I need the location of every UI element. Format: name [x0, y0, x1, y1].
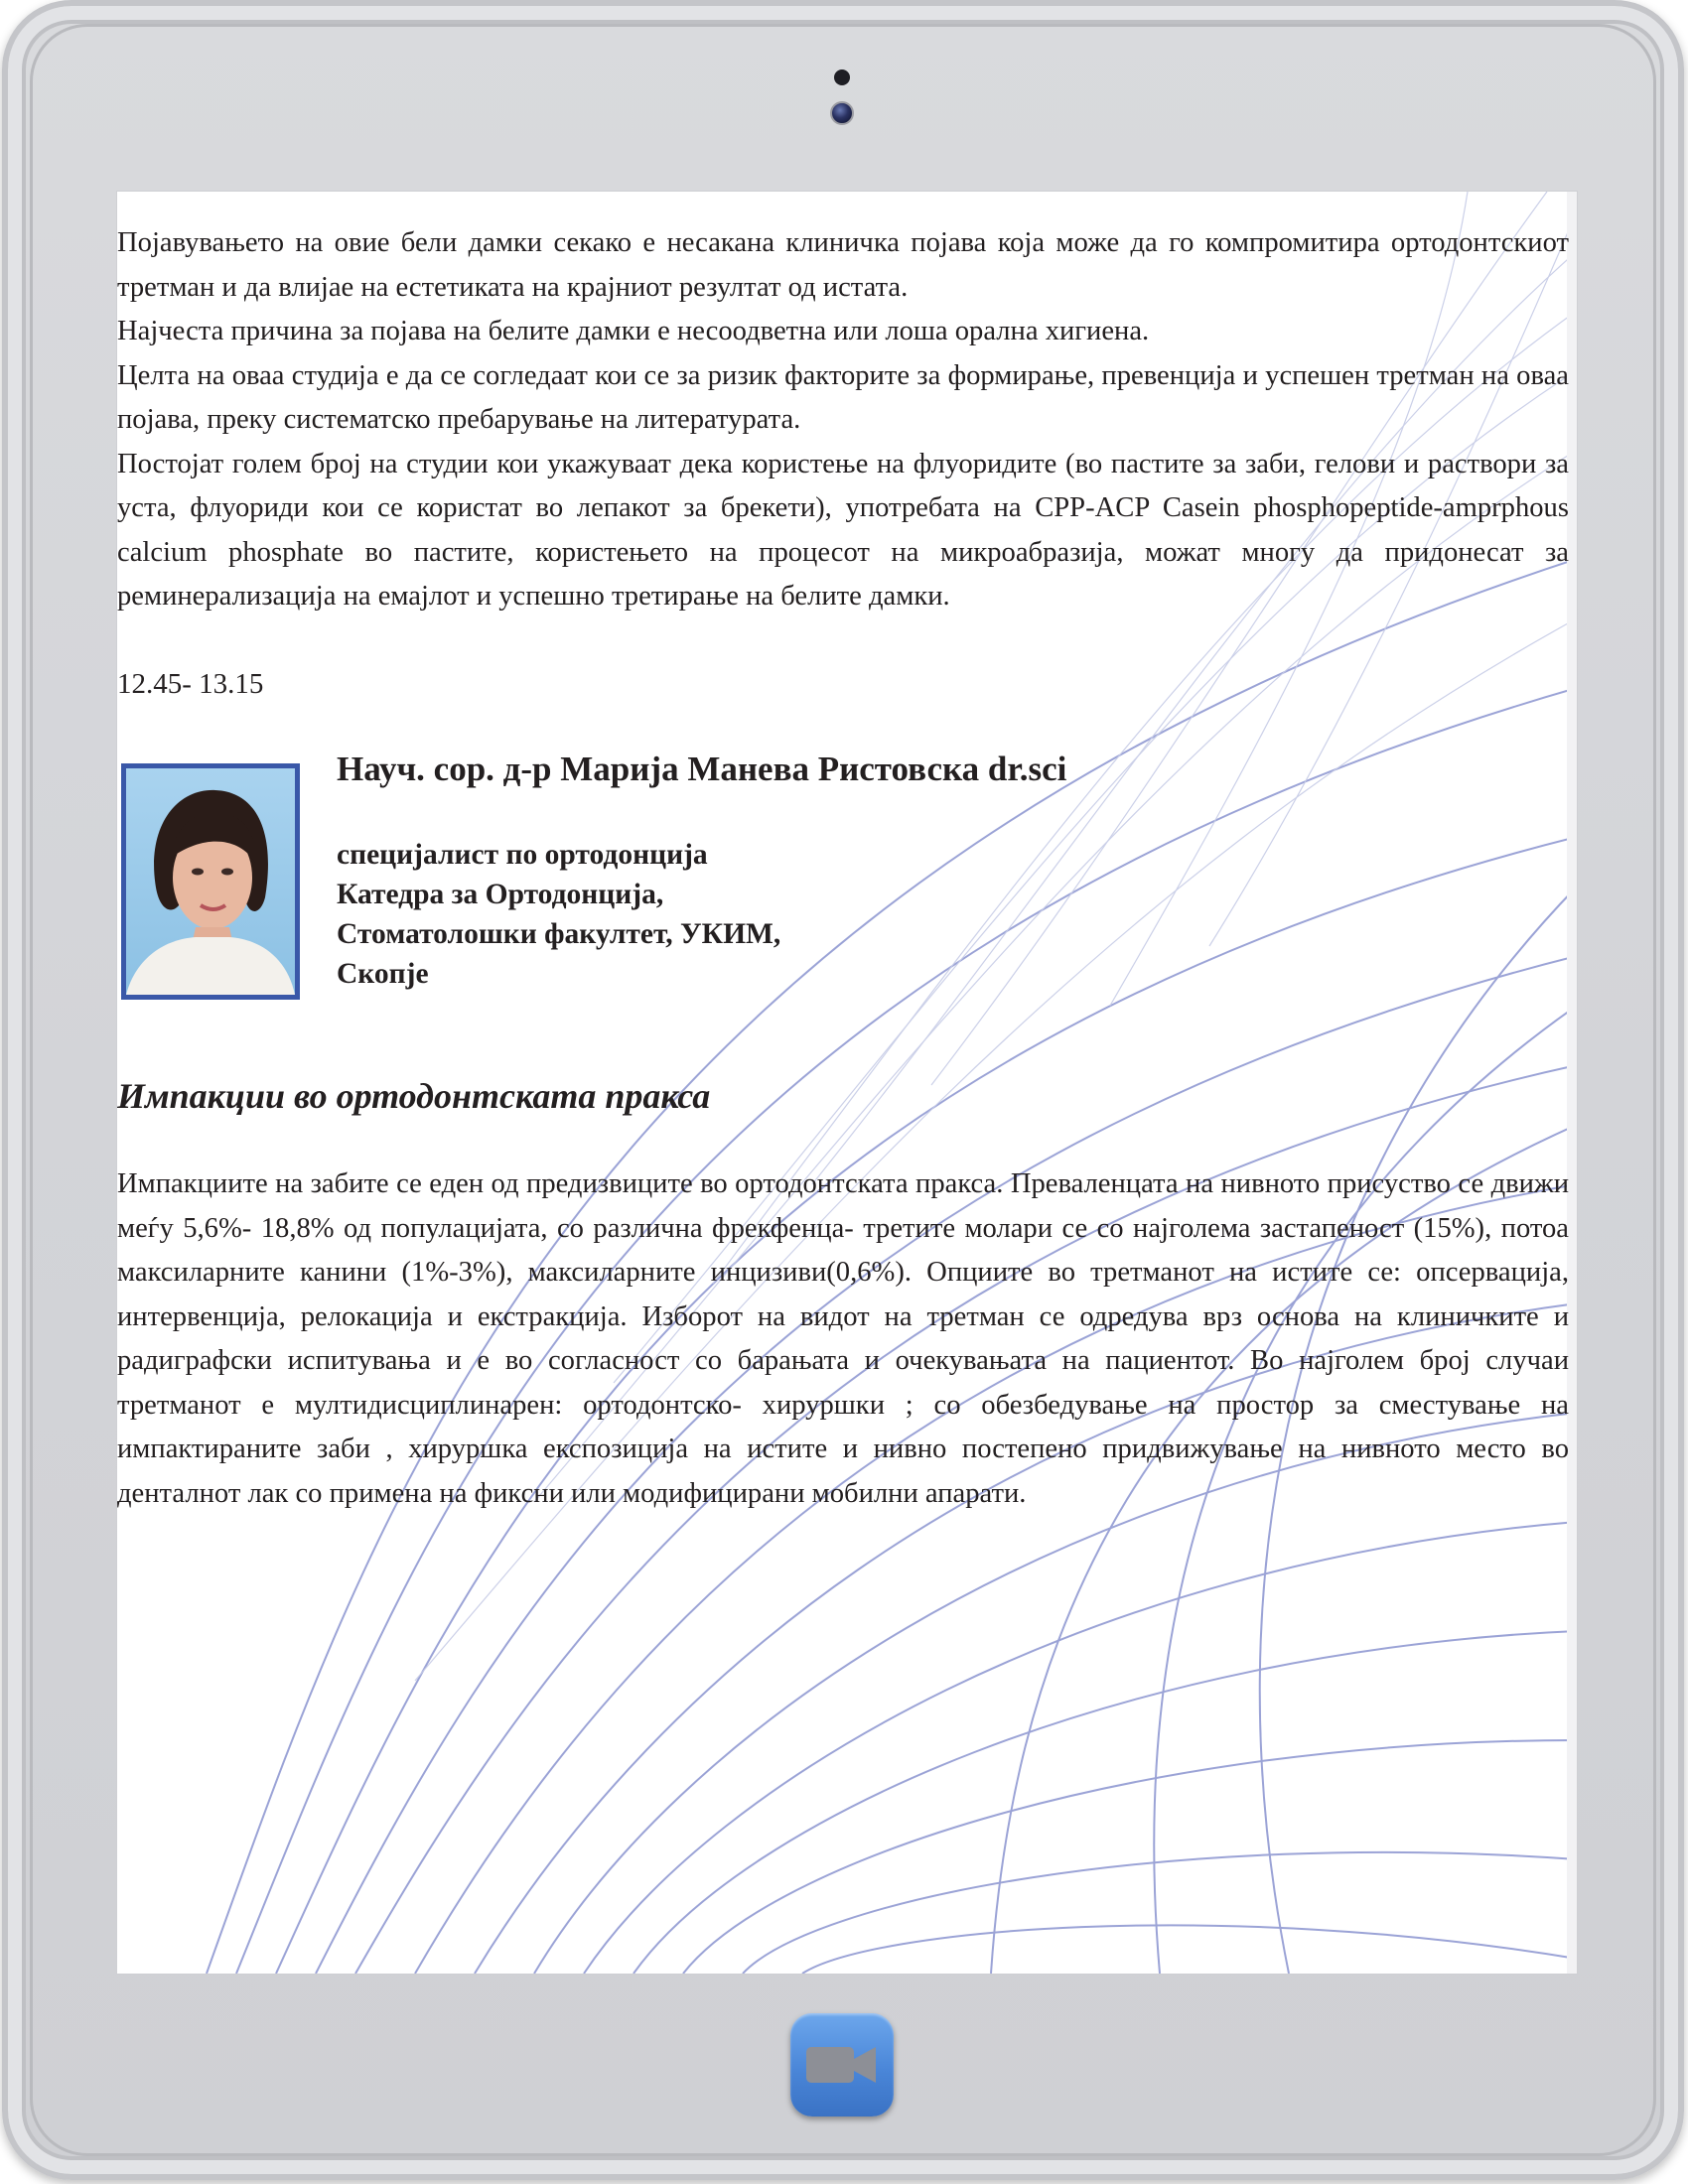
video-camera-icon: [804, 2041, 880, 2089]
front-camera-icon: [830, 101, 854, 125]
affiliation-line: специјалист по ортодонција: [337, 839, 708, 871]
lecture-abstract: [117, 1162, 1569, 1516]
abstract-paragraph: Импакциите на забите се еден од предизвиците во ортодонтската пракса. Преваленцата на нивното присуство се движи меѓу 5,6%- 18,8% од популацијата, со различна фрекфенца- третите молари се со најголема застапеност (15%), потоа максиларните канини (1%-3%), максиларните инцизиви(0,6%). Опциите во третманот на истите се: опсервација, интервенција, релокација и екстракција. Изборот на видот на третман се одредува врз основа на клиничките и радиграфски испитувања и е во согласност со барањата и очекувањата на пациентот. Во најголем број случаи третманот е мултидисциплинарен: ортодонтско- хируршки ; со обезбедување на простор за сместување на импактираните заби , хируршка експозиција на истите и нивно постепено придвижување на нивното место во денталнот лак со примена на фиксни или модифицирани мобилни апарати.: [117, 1168, 1569, 1509]
speaker-portrait-image: [126, 768, 295, 995]
affiliation-line: Стоматолошки факултет, УКИМ,: [337, 918, 781, 950]
intro-paragraph: Целта на оваа студија е да се согледаат кои се за ризик факторите за формирање, превенција и успешен третман на оваа појава, преку систематско пребарување на литературата.: [117, 359, 1569, 435]
intro-paragraph: Појавувањето на овие бели дамки секако е несакана клиничка појава која може да го компромитира ортодонтскиот третман и да влијае на естетиката на крајниот резултат од истата.: [117, 227, 1569, 303]
tablet-screen: [117, 192, 1577, 1974]
speaker-affiliation: [337, 835, 780, 994]
speaker-photo: [121, 763, 300, 1000]
intro-text: [117, 221, 1569, 619]
affiliation-line: Скопје: [337, 958, 429, 990]
speaker-name: Науч. сор. д-р Марија Манева Ристовска dr.sci: [337, 750, 1067, 788]
home-button[interactable]: [790, 2013, 894, 2116]
lecture-title: Импакции во ортодонтската пракса: [117, 1076, 711, 1116]
proximity-sensor: [834, 69, 850, 85]
affiliation-line: Катедра за Ортодонција,: [337, 879, 664, 910]
session-time: 12.45- 13.15: [117, 668, 264, 700]
intro-paragraph: Постојат голем број на студии кои укажуваат дека користење на флуоридите (во пастите за заби, гелови и раствори за уста, флуориди кои се користат во лепакот за брекети), употребата на CPP-ACP Casein phosphopeptide-amprphous calcium phosphate во пастите, користењето на процесот на микроабразија, можат многу да придонесат за реминерализација на емајлот и успешно третирање на белите дамки.: [117, 448, 1569, 612]
intro-paragraph: Најчеста причина за појава на белите дамки е несоодветна или лоша орална хигиена.: [117, 316, 1150, 346]
